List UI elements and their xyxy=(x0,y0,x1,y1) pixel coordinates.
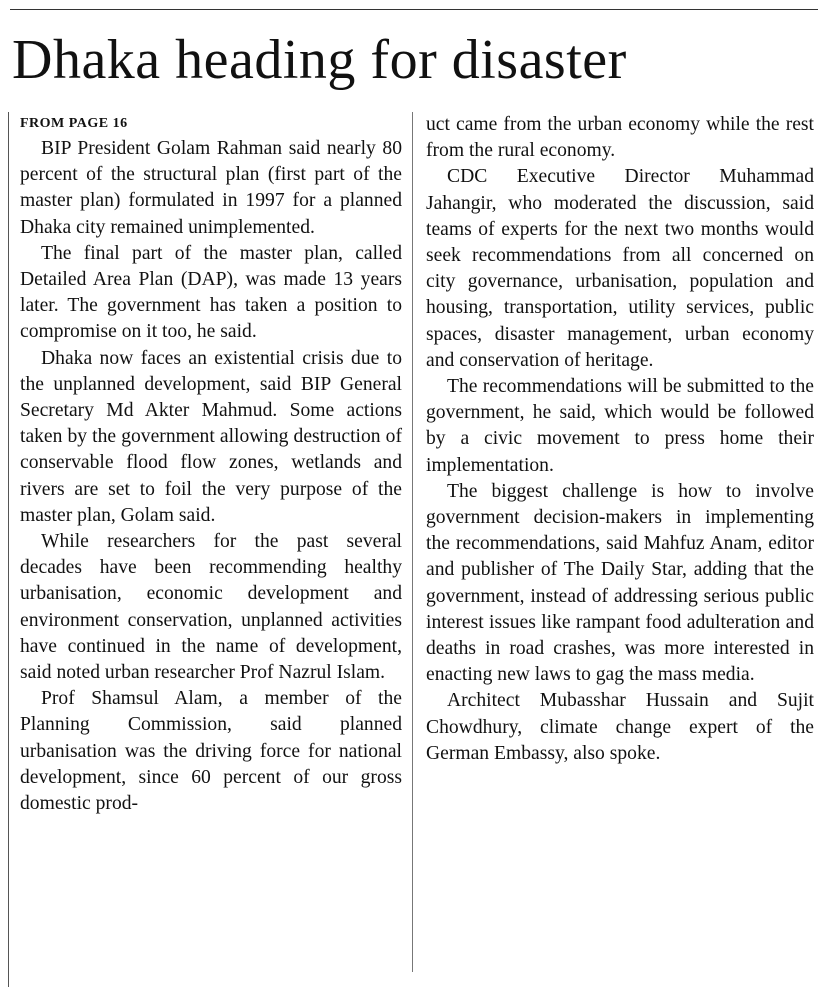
paragraph: The final part of the master plan, called Detailed Area Plan (DAP), was made 13 years later. The government has taken a position to compromise on it too, he said. xyxy=(20,242,402,343)
paragraph: While researchers for the past several decades have been recommending healthy urbanisation, economic development and environment conservation, unplanned activities have continued in the name of development, said noted urban researcher Prof Nazrul Islam. xyxy=(20,531,402,684)
top-rule xyxy=(10,9,818,10)
paragraph: CDC Executive Director Muhammad Jahangir, who moderated the discussion, said teams of experts for the next two months would seek recommendations from all concerned on city governance, urbanisation, population and housing, transportation, utility services, public spaces, disaster management, urban economy and conservation of heritage. xyxy=(426,166,814,371)
left-column xyxy=(20,112,402,817)
column-divider xyxy=(412,112,413,972)
paragraph: Dhaka now faces an existential crisis due to the unplanned development, said BIP General Secretary Md Akter Mahmud. Some actions taken by the government allowing destruction of conservable flood flow zones, wetlands and rivers are set to foil the very purpose of the master plan, Golam said. xyxy=(20,347,402,526)
paragraph: Architect Mubasshar Hussain and Sujit Chowdhury, climate change expert of the German Embassy, also spoke. xyxy=(426,690,814,764)
left-margin-rule xyxy=(8,112,9,987)
paragraph: The recommendations will be submitted to the government, he said, which would be followed by a civic movement to press home their implementation. xyxy=(426,376,814,476)
paragraph: Prof Shamsul Alam, a member of the Planning Commission, said planned urbanisation was the driving force for national development, since 60 percent of our gross domestic prod- xyxy=(20,688,402,815)
paragraph-continued: uct came from the urban economy while the rest from the rural economy. xyxy=(426,114,814,162)
headline: Dhaka heading for disaster xyxy=(12,29,627,91)
kicker-from-page: FROM PAGE 16 xyxy=(20,116,128,131)
paragraph: BIP President Golam Rahman said nearly 80 percent of the structural plan (first part of the master plan) formulated in 1997 for a planned Dhaka city remained unimplemented. xyxy=(20,138,402,238)
right-column xyxy=(426,112,814,767)
paragraph: The biggest challenge is how to involve government decision-makers in implementing the recommendations, said Mahfuz Anam, editor and publisher of The Daily Star, adding that the government, instead of addressing serious public interest issues like rampant food adulteration and deaths in road crashes, was more interested in enacting new laws to gag the mass media. xyxy=(426,480,814,686)
